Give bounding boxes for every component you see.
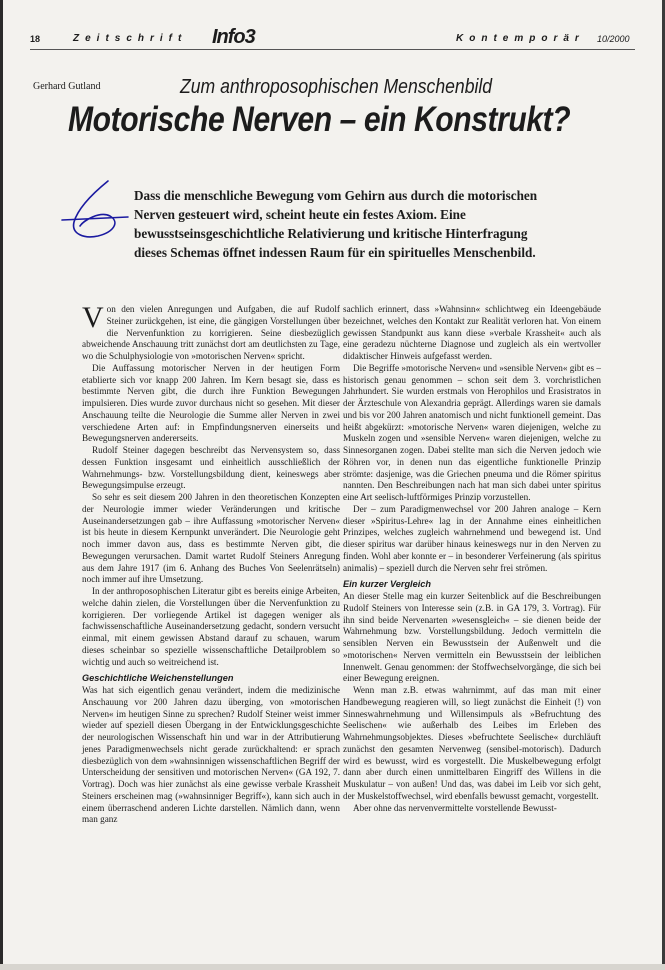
section-label: Kontemporär — [456, 33, 585, 44]
paragraph: Die Begriffe »motorische Nerven« und »sensible Nerven« gibt es – historisch genau genommen – schon seit dem 3. vorchristlichen Jahrhundert. Sie wurden erstmals von Herophilos und Erasistratos in der Ärzteschule von Alexandria geprägt. Allerdings waren sie damals und bis vor 200 Jahren anatomisch und nicht funktionell gemeint. Das heißt abgekürzt: »motorische Nerven« waren diejenigen, welche zu Muskeln zogen und »sensible Nerven« waren diejenigen, welche zu Sinnesorganen zogen. Dabei stellte man sich die Nerven jedoch wie Röhren vor, in denen nun das eigentliche funktionelle Prinzip strömte: dasjenige, was die Griechen pneuma und die Römer spiritus nannten. Den Beschreibungen nach hat man sich dabei unter spiritus eine Art seelisch-luftförmiges Prinzip vorzustellen. — [343, 362, 601, 502]
paragraph: on den vielen Anregungen und Aufgaben, die auf Rudolf Steiner zurückgehen, ist eine, die gängigen Vorstellungen über die Nervenfunktion zu korrigieren. Seine diesbezüglich abweichende Anschauung tritt zunächst dort am deutlichsten zu Tage, wo die Schulphysiologie von »motorischen Nerven« spricht. — [82, 304, 340, 361]
page-header — [0, 0, 665, 52]
article-lead — [134, 186, 554, 262]
paragraph: Der – zum Paradigmenwechsel vor 200 Jahren analoge – Kern dieser »Spiritus-Lehre« lag in der Annahme eines einheitlichen Prinzipes, welches zugleich wahrnehmend und bewegend ist. Und dieser spiritus war darüber hinaus keineswegs nur in den Nerven zu finden. Wohl aber konnte er – in besonderer Verfeinerung (als spiritus animalis) – speziell durch die Nerven sehr frei strömen. — [343, 503, 601, 573]
paragraph: An dieser Stelle mag ein kurzer Seitenblick auf die Beschreibungen Rudolf Steiners von Interesse sein (z.B. in GA 179, 3. Vortrag). Für ihn sind beide Nervenarten »wesensgleich« – sie dienen beide der Wahrnehmung bzw. Vorstellungsbildung. Jedoch vermitteln die sensiblen Nerven ein Bewusstsein der Außenwelt und die »motorischen« Nerven vermitteln ein Bewusstsein der leiblichen Innenwelt. Genau genommen: der Stoffwechselvorgänge, die sich bei einer Bewegung ereignen. — [343, 591, 601, 684]
paragraph: sachlich erinnert, dass »Wahnsinn« schlichtweg ein Ideengebäude bezeichnet, welches den Kontakt zur Realität verloren hat. Von einem gewissen Standpunkt aus kann diese »verbale Krassheit« auch als eine geradezu nüchterne Diagnose und zugleich als ein wertvoller didaktischer Hinweis aufgefasst werden. — [343, 304, 601, 361]
paragraph: Die Auffassung motorischer Nerven in der heutigen Form etablierte sich vor knapp 200 Jahren. Im Kern besagt sie, dass es bestimmte Nerven gibt, die durch ihre Funktion Bewegungen impulsieren. Dies wurde zuvor durchaus nicht so gesehen. Mit dieser Anschauung teilte die Neurologie die Summe aller Nerven in zwei verschiedene Arten auf: in Empfindungsnerven einerseits und Bewegungsnerven andererseits. — [82, 362, 340, 444]
drop-cap: V — [82, 301, 104, 334]
paragraph: In der anthroposophischen Literatur gibt es bereits einige Arbeiten, welche dahin zielen, die Vorstellungen über die Nervenfunktion zu korrigieren. Der vorliegende Artikel ist dagegen weniger als fachwissenschaftliche Auseinandersetzung gedacht, sondern versucht einmal, mit einem gewissen Abstand darauf zu schauen, warum dieses scheinbar so spezielle wissenschaftliche Detailproblem so wichtig und auch so weitreichend ist. — [82, 586, 340, 667]
text-column-left — [82, 301, 340, 826]
author-name: Gerhard Gutland — [33, 81, 101, 92]
subheading: Ein kurzer Vergleich — [343, 579, 431, 590]
article-headline: Motorische Nerven – ein Konstrukt? — [68, 100, 571, 139]
header-rule — [30, 49, 635, 50]
magazine-logo: Info3 — [212, 26, 255, 48]
paragraph: Was hat sich eigentlich genau verändert, indem die medizinische Anschauung vor 200 Jahren dazu überging, von »motorischen Nerven« im heutigen Sinne zu sprechen? Rudolf Steiner weist immer wieder auf speziell diesen Übergang in der Entwicklungsgeschichte der neurologischen Wissenschaft hin und war in der Attributierung jenes Paradigmenwechsels nicht gerade zurückhaltend: er sprach diesbezüglich von dem »wahnsinnigen wissenschaftlichen Begriff der Unterscheidung der sensitiven und motorischen Nerven« (GA 192, 7. Vortrag). Doch was hier zunächst als eine gewisse verbale Krassheit Steiners erscheinen mag (»wahnsinniger Begriff«), kann sich auch in einem überraschend anderen Lichte darstellen. Nämlich dann, wenn man ganz — [82, 685, 340, 825]
paragraph: Wenn man z.B. etwas wahrnimmt, auf das man mit einer Handbewegung reagieren will, so liegt zunächst die Einheit (!) von Sinneswahrnehmung und Willensimpuls als »Befruchtung des Seelischen« wie außerhalb des Leibes im Erleben des Wahrnehmungsobjektes. Dieses »befruchtete Seelische« durchläuft zunächst den gesamten Nervenweg (sensibel-motorisch). Dadurch wird es bewusst, wird es vorgestellt. Die Muskelbewegung erfolgt dann aber durch einen unmittelbaren Eingriff des Willens in die Muskulatur – von außen! Und das, was dabei im Leib vor sich geht, der Muskelstoffwechsel, wird ebenfalls bewusst gemacht, vorgestellt. — [343, 685, 601, 801]
lead-text: Dass die menschliche Bewegung vom Gehirn aus durch die motorischen Nerven gesteuert wird, scheint heute ein festes Axiom. Eine bewusstseinsgeschichtliche Relativierung und kritische Hinterfragung dieses Schemas öffnet indessen Raum für ein spirituelles Menschenbild. — [134, 188, 538, 260]
handwritten-mark — [58, 176, 138, 246]
issue-date: 10/2000 — [597, 34, 630, 44]
subheading: Geschichtliche Weichenstellungen — [82, 673, 234, 684]
paragraph: Rudolf Steiner dagegen beschreibt das Nervensystem so, dass dessen Funktion insgesamt und einheitlich ausschließlich der Wahrnehmungs- bzw. Vorstellungsbildung dient, keineswegs aber Bewegungsimpulse erzeugt. — [82, 445, 340, 491]
page-number: 18 — [30, 34, 41, 44]
paragraph: Aber ohne das nervenvermittelte vorstellende Bewusst- — [353, 802, 557, 813]
paragraph: So sehr es seit diesem 200 Jahren in den theoretischen Konzepten der Neurologie immer wieder Veränderungen und kritische Auseinandersetzungen gab – ihre Auffassung »motorischer Nerven« ist bis heute in diesem Kernpunkt unverändert. Die Neurologie geht noch immer davon aus, dass es bestimmte Nerven gibt, die Bewegungen verursachen. Damit wartet Rudolf Steiners Anregung aus dem Jahre 1917 (im 6. Anhang des Buches Von Seelenrätseln) noch immer auf ihre Umsetzung. — [82, 492, 340, 585]
magazine-label: Zeitschrift — [73, 33, 188, 44]
scan-edge-bottom — [0, 964, 665, 970]
article-overline: Zum anthroposophischen Menschenbild — [180, 76, 493, 98]
scan-edge-left — [0, 0, 3, 970]
text-column-right — [343, 304, 601, 814]
